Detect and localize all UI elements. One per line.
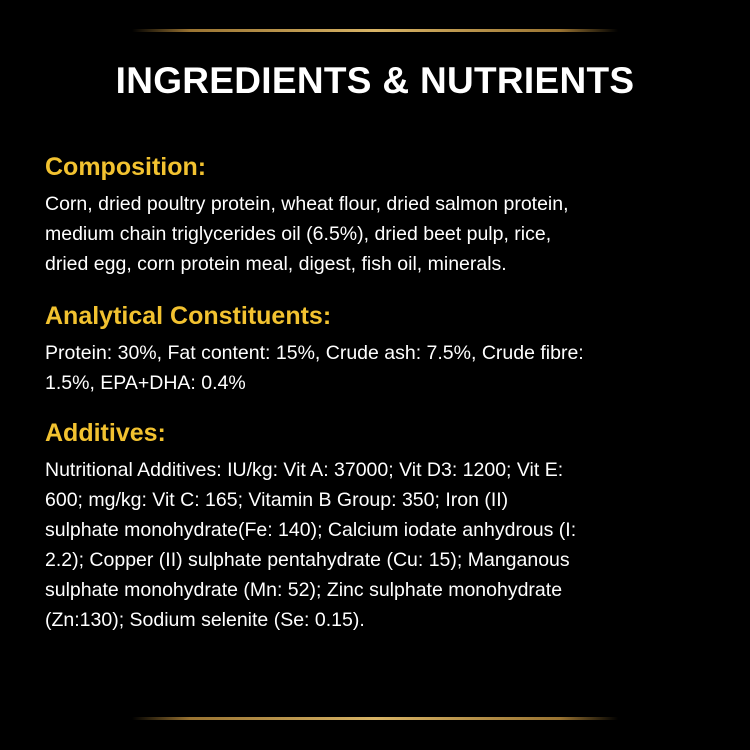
analytical-line: 1.5%, EPA+DHA: 0.4% [45, 372, 246, 394]
page-title: INGREDIENTS & NUTRIENTS [115, 60, 635, 101]
additives-line: (Zn:130); Sodium selenite (Se: 0.15). [45, 609, 365, 631]
composition-heading: Composition: [45, 153, 207, 181]
analytical-constituents-text [45, 338, 715, 398]
additives-line: 2.2); Copper (II) sulphate pentahydrate (Cu: 15); Manganous [45, 549, 570, 571]
additives-line: sulphate monohydrate (Mn: 52); Zinc sulphate monohydrate [45, 579, 563, 601]
additives-line: 600; mg/kg: Vit C: 165; Vitamin B Group: 350; Iron (II) [45, 489, 509, 511]
composition-text [45, 189, 715, 279]
composition-line: medium chain triglycerides oil (6.5%), dried beet pulp, rice, [45, 223, 552, 245]
analytical-constituents-heading: Analytical Constituents: [45, 302, 332, 330]
additives-heading: Additives: [45, 419, 166, 447]
additives-line: Nutritional Additives: IU/kg: Vit A: 37000; Vit D3: 1200; Vit E: [45, 459, 564, 481]
top-divider [132, 29, 618, 32]
composition-section [45, 150, 715, 279]
additives-section [45, 416, 715, 635]
content-area [45, 150, 715, 635]
analytical-constituents-section [45, 299, 715, 398]
composition-line: Corn, dried poultry protein, wheat flour, dried salmon protein, [45, 193, 569, 215]
analytical-line: Protein: 30%, Fat content: 15%, Crude ash: 7.5%, Crude fibre: [45, 342, 584, 364]
additives-text [45, 455, 715, 635]
composition-line: dried egg, corn protein meal, digest, fish oil, minerals. [45, 253, 507, 275]
additives-line: sulphate monohydrate(Fe: 140); Calcium iodate anhydrous (I: [45, 519, 577, 541]
bottom-divider [132, 717, 618, 720]
